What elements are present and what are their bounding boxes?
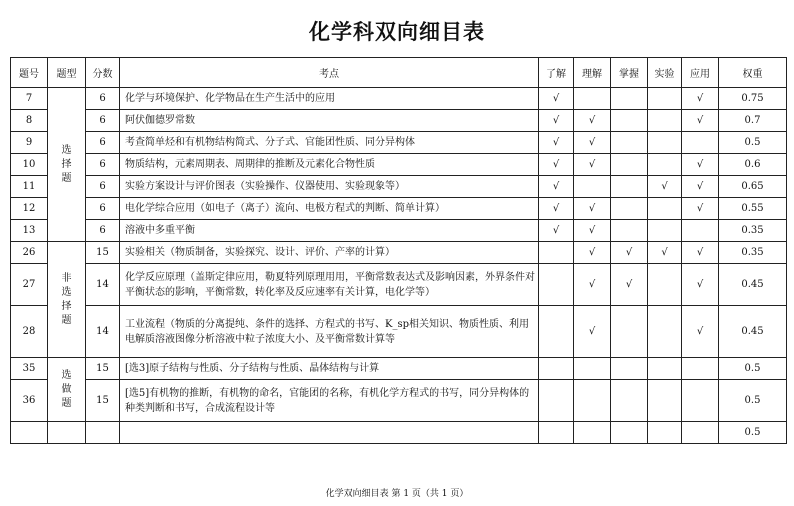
score-cell: 15 [86,358,120,380]
cognitive-level-cell [611,198,648,220]
cognitive-level-cell [682,306,719,358]
empty-cell [48,422,86,444]
cognitive-level-cell [539,88,574,110]
check-mark: √ [696,203,704,214]
cognitive-level-cell [539,110,574,132]
empty-cell [539,422,574,444]
weight-cell: 0.35 [719,242,787,264]
cognitive-level-cell [574,154,611,176]
check-mark: √ [552,181,560,192]
exam-point-cell: 考查简单烃和有机物结构简式、分子式、官能团性质、同分异构体 [120,132,539,154]
cognitive-level-cell [648,110,682,132]
check-mark: √ [696,115,704,126]
cognitive-level-cell [682,220,719,242]
weight-cell: 0.6 [719,154,787,176]
cognitive-level-cell [648,358,682,380]
check-mark: √ [696,159,704,170]
cognitive-level-cell [648,88,682,110]
cognitive-level-cell [611,176,648,198]
question-type-char: 择 [61,158,72,170]
question-no-cell: 28 [11,306,48,358]
cognitive-level-cell [539,132,574,154]
cognitive-level-cell [574,306,611,358]
table-row [11,132,787,154]
check-mark: √ [588,115,596,126]
cognitive-level-cell [539,264,574,306]
table-row [11,110,787,132]
table-row [11,264,787,306]
score-cell: 6 [86,110,120,132]
table-row [11,88,787,110]
score-cell: 15 [86,242,120,264]
cognitive-level-cell [648,132,682,154]
question-no-cell: 35 [11,358,48,380]
specification-table [10,57,787,444]
check-mark: √ [552,203,560,214]
weight-cell: 0.5 [719,358,787,380]
header-row [11,58,787,88]
header-score: 分数 [86,58,120,88]
question-no-cell: 36 [11,380,48,422]
cognitive-level-cell [539,242,574,264]
question-type-char: 题 [61,172,72,184]
check-mark: √ [625,279,633,290]
weight-cell: 0.5 [719,422,787,444]
check-mark: √ [588,225,596,236]
score-cell: 6 [86,220,120,242]
cognitive-level-cell [574,198,611,220]
exam-point-cell: [选3]原子结构与性质、分子结构与性质、晶体结构与计算 [120,358,539,380]
check-mark: √ [625,247,633,258]
check-mark: √ [696,247,704,258]
weight-cell: 0.5 [719,380,787,422]
exam-point-cell: 溶液中多重平衡 [120,220,539,242]
cognitive-level-cell [682,154,719,176]
cognitive-level-cell [539,358,574,380]
cognitive-level-cell [539,220,574,242]
check-mark: √ [588,159,596,170]
check-mark: √ [552,159,560,170]
cognitive-level-cell [611,306,648,358]
weight-cell: 0.55 [719,198,787,220]
exam-point-cell: 电化学综合应用（如电子（离子）流向、电极方程式的判断、简单计算） [120,198,539,220]
exam-point-cell: 阿伏伽德罗常数 [120,110,539,132]
cognitive-level-cell [682,242,719,264]
table-row [11,198,787,220]
question-no-cell: 27 [11,264,48,306]
cognitive-level-cell [611,88,648,110]
cognitive-level-cell [682,132,719,154]
score-cell: 6 [86,176,120,198]
cognitive-level-cell [574,88,611,110]
cognitive-level-cell [682,198,719,220]
table-row [11,220,787,242]
cognitive-level-cell [539,380,574,422]
cognitive-level-cell [574,358,611,380]
cognitive-level-cell [539,176,574,198]
weight-cell: 0.65 [719,176,787,198]
weight-cell: 0.75 [719,88,787,110]
check-mark: √ [588,279,596,290]
check-mark: √ [661,247,668,258]
exam-point-cell: 物质结构，元素周期表、周期律的推断及元素化合物性质 [120,154,539,176]
header-question-no: 题号 [11,58,48,88]
question-type-char: 非 [61,272,72,284]
question-type-char: 选 [61,144,72,156]
check-mark: √ [661,181,668,192]
check-mark: √ [588,326,596,337]
exam-point-cell: 化学与环境保护、化学物品在生产生活中的应用 [120,88,539,110]
question-no-cell: 12 [11,198,48,220]
cognitive-level-cell [574,242,611,264]
table-row [11,154,787,176]
cognitive-level-cell [648,198,682,220]
score-cell: 14 [86,264,120,306]
cognitive-level-cell [539,198,574,220]
question-no-cell: 13 [11,220,48,242]
empty-cell [11,422,48,444]
cognitive-level-cell [648,380,682,422]
cognitive-level-cell [682,264,719,306]
check-mark: √ [588,247,596,258]
cognitive-level-cell [611,380,648,422]
cognitive-level-cell [611,110,648,132]
cognitive-level-cell [539,306,574,358]
cognitive-level-cell [574,176,611,198]
check-mark: √ [696,181,704,192]
cognitive-level-cell [682,380,719,422]
question-no-cell: 8 [11,110,48,132]
score-cell: 14 [86,306,120,358]
check-mark: √ [552,115,560,126]
cognitive-level-cell [611,154,648,176]
check-mark: √ [696,326,704,337]
score-cell: 6 [86,198,120,220]
check-mark: √ [588,137,596,148]
cognitive-level-cell [648,176,682,198]
question-no-cell: 7 [11,88,48,110]
header-master: 掌握 [611,58,648,88]
exam-point-cell: [选5]有机物的推断，有机物的命名，官能团的名称，有机化学方程式的书写，同分异构体的种类判断和书写，合成流程设计等 [120,380,539,422]
cognitive-level-cell [611,358,648,380]
exam-point-cell: 化学反应原理（盖斯定律应用，勒夏特列原理用用，平衡常数表达式及影响因素，外界条件对平衡状态的影响，平衡常数，转化率及反应速率有关计算，电化学等） [120,264,539,306]
cognitive-level-cell [648,220,682,242]
check-mark: √ [588,203,596,214]
table-row [11,176,787,198]
table-row [11,358,787,380]
table-row [11,242,787,264]
exam-point-cell: 工业流程（物质的分离提纯、条件的选择、方程式的书写、K_sp相关知识、物质性质、利用电解质溶液图像分析溶液中粒子浓度大小、及平衡常数计算等 [120,306,539,358]
cognitive-level-cell [611,264,648,306]
question-type-char: 选 [61,286,72,298]
cognitive-level-cell [682,176,719,198]
header-weight: 权重 [719,58,787,88]
cognitive-level-cell [611,132,648,154]
cognitive-level-cell [539,154,574,176]
exam-point-cell: 实验相关（物质制备，实验探究、设计、评价、产率的计算） [120,242,539,264]
weight-cell: 0.45 [719,306,787,358]
check-mark: √ [552,93,560,104]
exam-point-cell: 实验方案设计与评价图表（实验操作、仪器使用、实验现象等） [120,176,539,198]
score-cell: 6 [86,88,120,110]
header-understand: 理解 [574,58,611,88]
table-row [11,380,787,422]
header-apply: 应用 [682,58,719,88]
question-type-cell [48,358,86,422]
score-cell: 15 [86,380,120,422]
header-question-type: 题型 [48,58,86,88]
document-title: 化学科双向细目表 [309,20,485,44]
cognitive-level-cell [682,88,719,110]
empty-cell [611,422,648,444]
empty-cell [574,422,611,444]
header-experiment: 实验 [648,58,682,88]
weight-cell: 0.35 [719,220,787,242]
empty-cell [86,422,120,444]
cognitive-level-cell [682,110,719,132]
weight-cell: 0.7 [719,110,787,132]
cognitive-level-cell [648,242,682,264]
question-type-char: 选 [61,369,72,381]
cognitive-level-cell [611,220,648,242]
table-row [11,306,787,358]
cognitive-level-cell [648,264,682,306]
check-mark: √ [696,279,704,290]
question-type-char: 做 [61,383,72,395]
question-type-cell [48,242,86,358]
check-mark: √ [552,137,560,148]
weight-cell: 0.5 [719,132,787,154]
empty-cell [682,422,719,444]
score-cell: 6 [86,132,120,154]
check-mark: √ [552,225,560,236]
question-no-cell: 26 [11,242,48,264]
cognitive-level-cell [574,380,611,422]
summary-row [11,422,787,444]
cognitive-level-cell [574,220,611,242]
cognitive-level-cell [574,132,611,154]
empty-cell [648,422,682,444]
weight-cell: 0.45 [719,264,787,306]
cognitive-level-cell [574,110,611,132]
check-mark: √ [696,93,704,104]
cognitive-level-cell [611,242,648,264]
question-type-cell [48,88,86,242]
header-know: 了解 [539,58,574,88]
cognitive-level-cell [682,358,719,380]
empty-cell [120,422,539,444]
header-exam-point: 考点 [120,58,539,88]
question-no-cell: 11 [11,176,48,198]
score-cell: 6 [86,154,120,176]
question-type-char: 题 [61,314,72,326]
page-footer: 化学双向细目表 第 1 页（共 1 页） [325,489,469,499]
question-type-char: 题 [61,397,72,409]
question-no-cell: 9 [11,132,48,154]
cognitive-level-cell [648,306,682,358]
cognitive-level-cell [574,264,611,306]
question-no-cell: 10 [11,154,48,176]
cognitive-level-cell [648,154,682,176]
question-type-char: 择 [61,300,72,312]
